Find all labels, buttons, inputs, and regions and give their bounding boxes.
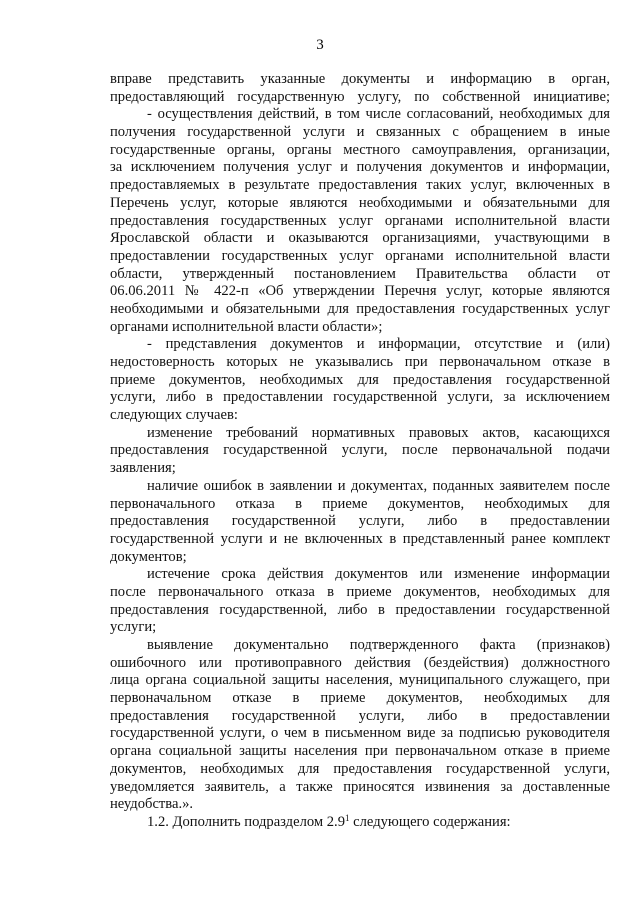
text-line: предоставления государственной услуги, либо в предоставлении	[110, 707, 610, 724]
text-line: органа социальной защиты населения при первоначальном отказе в приеме	[110, 743, 610, 760]
text-line: государственной услуги, о чем в письменном виде за подписью руководителя	[110, 725, 610, 742]
text-line: Ярославской области и оказываются организациями, участвующими в	[110, 230, 610, 247]
text-line: уведомляется заявитель, а также приносятся извинения за доставленные	[110, 778, 610, 795]
text-line: заявления;	[110, 460, 176, 477]
text-line: услуги;	[110, 619, 157, 636]
superscript-index: 1	[345, 813, 350, 823]
text-line: государственные органы, органы местного самоуправления, организации,	[110, 141, 610, 158]
text-line: 06.06.2011 № 422-п «Об утверждении Перечня услуг, которые являются	[110, 283, 610, 300]
text-line: истечение срока действия документов или изменение информации	[147, 566, 610, 583]
text-line: следующих случаев:	[110, 407, 238, 424]
text-line: лица органа социальной защиты населения, муниципального служащего, при	[110, 672, 610, 689]
text-line: предоставления государственной услуги, либо в предоставлении	[110, 513, 610, 530]
text-line: необходимыми и обязательными для предоставления государственных услуг	[110, 300, 610, 317]
text-line: вправе представить указанные документы и информацию в орган,	[110, 71, 610, 87]
text-line: - представления документов и информации, отсутствие и (или)	[147, 336, 610, 353]
text-line: получения государственной услуги и связанных с обращением в иные	[110, 124, 610, 141]
text-line: изменение требований нормативных правовых актов, касающихся	[147, 424, 610, 441]
text-line: предоставления государственной услуги, после первоначальной подачи	[110, 442, 610, 459]
text-line: государственной услуги и не включенных в представленный ранее комплект	[110, 530, 610, 547]
section-instruction	[110, 814, 610, 832]
text-line: приеме документов, необходимых для предоставления государственной	[110, 371, 610, 388]
text-line: неудобства.».	[110, 796, 194, 813]
text-line: первоначальном отказе в приеме документов, необходимых для	[110, 690, 610, 707]
text-line: первоначального отказа в приеме документов, необходимых для	[110, 495, 610, 512]
text-line: - осуществления действий, в том числе согласований, необходимых для	[147, 106, 610, 123]
instruction-text-after: следующего содержания:	[349, 813, 511, 830]
text-line: предоставлении государственных услуг органами исполнительной власти	[110, 247, 610, 264]
page-number: 3	[316, 37, 324, 53]
text-line: документов;	[110, 548, 187, 565]
text-line: ошибочного или противоправного действия (бездействия) должностного	[110, 654, 610, 671]
text-line: наличие ошибок в заявлении и документах, поданных заявителем после	[147, 477, 610, 494]
text-line: за исключением получения услуг и получения документов и информации,	[110, 159, 610, 176]
text-line: Перечень услуг, которые являются необходимыми и обязательными для	[110, 194, 610, 211]
document-body	[110, 71, 610, 832]
text-line: предоставляющий государственную услугу, по собственной инициативе;	[110, 88, 610, 105]
instruction-text-before: 1.2. Дополнить подразделом 2.9	[147, 813, 346, 830]
text-line: услуги, либо в предоставлении государственной услуги, за исключением	[110, 389, 610, 406]
text-line: документов, необходимых для предоставления государственной услуги,	[110, 760, 610, 777]
text-line: предоставления государственной, либо в предоставлении государственной	[110, 601, 610, 618]
text-line: органами исполнительной власти области»;	[110, 318, 383, 335]
text-line: области, утвержденный постановлением Правительства области от	[110, 265, 610, 282]
text-line: недостоверность которых не указывались при первоначальном отказе в	[110, 354, 610, 370]
text-line: предоставления государственных услуг органами исполнительной власти	[110, 212, 610, 229]
text-line: выявление документально подтвержденного факта (признаков)	[147, 637, 610, 653]
text-line: после первоначального отказа в приеме документов, необходимых для	[110, 583, 610, 600]
text-line: предоставляемых в результате предоставления таких услуг, включенных в	[110, 177, 610, 194]
